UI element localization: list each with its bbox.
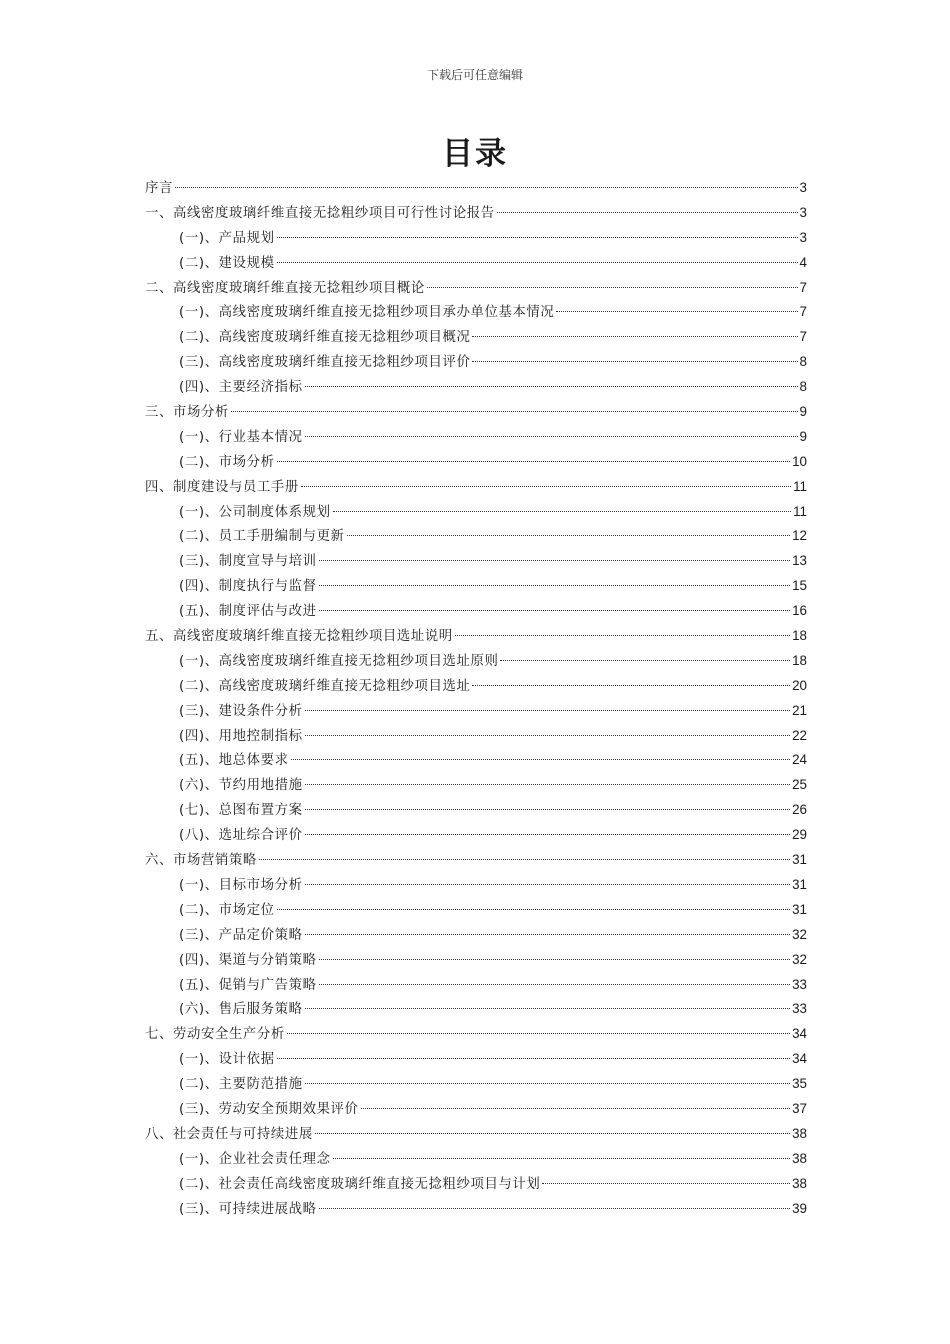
toc-entry[interactable] — [145, 1197, 807, 1222]
toc-entry-label: (一)、产品规划 — [179, 230, 275, 246]
toc-entry[interactable] — [145, 450, 807, 475]
toc-entry-page-number: 32 — [792, 926, 807, 942]
toc-entry-label: (三)、可持续进展战略 — [179, 1201, 317, 1217]
toc-entry[interactable] — [145, 798, 807, 823]
dot-leader — [427, 287, 798, 288]
dot-leader — [305, 436, 798, 437]
toc-entry-page-number: 33 — [792, 976, 807, 992]
toc-entry[interactable] — [145, 524, 807, 549]
dot-leader — [361, 1108, 791, 1109]
toc-entry-page-number: 37 — [792, 1100, 807, 1116]
toc-entry[interactable] — [145, 1147, 807, 1172]
toc-entry-label: (四)、用地控制指标 — [179, 728, 303, 744]
toc-entry-label: (一)、高线密度玻璃纤维直接无捻粗纱项目承办单位基本情况 — [179, 305, 555, 321]
toc-entry-page-number: 38 — [792, 1175, 807, 1191]
toc-entry[interactable] — [145, 1072, 807, 1097]
toc-entry-page-number: 18 — [792, 628, 807, 644]
toc-entry[interactable] — [145, 1097, 807, 1122]
toc-entry[interactable] — [145, 1047, 807, 1072]
toc-entry-page-number: 8 — [799, 379, 807, 395]
dot-leader — [305, 884, 791, 885]
toc-entry[interactable] — [145, 1022, 807, 1047]
toc-entry-label: (三)、产品定价策略 — [179, 927, 303, 943]
dot-leader — [305, 735, 791, 736]
dot-leader — [455, 635, 790, 636]
toc-entry[interactable] — [145, 251, 807, 276]
toc-entry-label: (二)、员工手册编制与更新 — [179, 529, 345, 545]
toc-entry-label: (三)、劳动安全预期效果评价 — [179, 1101, 359, 1117]
toc-entry-label: 八、社会责任与可持续进展 — [145, 1126, 313, 1142]
toc-entry[interactable] — [145, 1122, 807, 1147]
dot-leader — [333, 511, 792, 512]
toc-entry-label: (三)、高线密度玻璃纤维直接无捻粗纱项目评价 — [179, 355, 471, 371]
toc-entry[interactable] — [145, 699, 807, 724]
toc-entry[interactable] — [145, 549, 807, 574]
toc-entry-page-number: 38 — [792, 1150, 807, 1166]
toc-entry-page-number: 39 — [792, 1200, 807, 1216]
toc-entry-page-number: 22 — [792, 727, 807, 743]
toc-entry-label: (二)、高线密度玻璃纤维直接无捻粗纱项目概况 — [179, 330, 471, 346]
toc-entry-page-number: 38 — [792, 1125, 807, 1141]
dot-leader — [277, 237, 798, 238]
toc-entry-page-number: 18 — [792, 652, 807, 668]
dot-leader — [277, 461, 791, 462]
toc-entry-page-number: 7 — [799, 279, 807, 295]
toc-entry[interactable] — [145, 724, 807, 749]
table-of-contents — [145, 176, 807, 1221]
toc-entry[interactable] — [145, 898, 807, 923]
toc-entry[interactable] — [145, 425, 807, 450]
toc-entry-page-number: 3 — [799, 229, 807, 245]
toc-entry-page-number: 11 — [793, 478, 807, 494]
toc-entry-label: (六)、售后服务策略 — [179, 1002, 303, 1018]
dot-leader — [319, 585, 791, 586]
toc-entry-label: (五)、地总体要求 — [179, 753, 289, 769]
dot-leader — [319, 1208, 791, 1209]
toc-entry[interactable] — [145, 500, 807, 525]
dot-leader — [175, 187, 798, 188]
toc-entry[interactable] — [145, 350, 807, 375]
toc-entry-page-number: 13 — [792, 553, 807, 569]
toc-entry-page-number: 25 — [792, 777, 807, 793]
toc-entry-page-number: 10 — [792, 453, 807, 469]
toc-entry[interactable] — [145, 300, 807, 325]
toc-entry-page-number: 16 — [792, 603, 807, 619]
toc-entry[interactable] — [145, 649, 807, 674]
toc-entry-page-number: 33 — [792, 1001, 807, 1017]
dot-leader — [319, 959, 791, 960]
dot-leader — [305, 809, 791, 810]
dot-leader — [231, 411, 798, 412]
toc-entry-page-number: 20 — [792, 677, 807, 693]
dot-leader — [347, 535, 791, 536]
toc-entry-page-number: 34 — [792, 1026, 807, 1042]
toc-entry-page-number: 3 — [799, 204, 807, 220]
toc-entry-label: (二)、主要防范措施 — [179, 1077, 303, 1093]
toc-entry-label: (二)、社会责任高线密度玻璃纤维直接无捻粗纱项目与计划 — [179, 1176, 541, 1192]
dot-leader — [333, 1158, 791, 1159]
dot-leader — [277, 1058, 791, 1059]
toc-entry-label: (五)、制度评估与改进 — [179, 604, 317, 620]
toc-entry-label: (一)、企业社会责任理念 — [179, 1151, 331, 1167]
toc-entry-label: (三)、建设条件分析 — [179, 703, 303, 719]
toc-entry-label: (二)、市场分析 — [179, 454, 275, 470]
toc-entry-label: 三、市场分析 — [145, 405, 229, 421]
toc-entry[interactable] — [145, 276, 807, 301]
toc-entry-label: (七)、总图布置方案 — [179, 803, 303, 819]
toc-entry-page-number: 26 — [792, 802, 807, 818]
toc-entry[interactable] — [145, 773, 807, 798]
dot-leader — [305, 1008, 791, 1009]
toc-entry-page-number: 4 — [799, 254, 807, 270]
toc-entry[interactable] — [145, 997, 807, 1022]
toc-entry[interactable] — [145, 1172, 807, 1197]
toc-entry-page-number: 29 — [792, 827, 807, 843]
toc-entry[interactable] — [145, 748, 807, 773]
toc-entry-label: 六、市场营销策略 — [145, 853, 257, 869]
toc-entry-page-number: 8 — [799, 354, 807, 370]
toc-entry-label: 四、制度建设与员工手册 — [145, 479, 299, 495]
toc-entry-page-number: 31 — [792, 901, 807, 917]
toc-entry-label: (一)、公司制度体系规划 — [179, 504, 331, 520]
toc-entry-page-number: 32 — [792, 951, 807, 967]
toc-entry-label: (二)、高线密度玻璃纤维直接无捻粗纱项目选址 — [179, 678, 471, 694]
toc-entry[interactable] — [145, 375, 807, 400]
toc-entry-page-number: 35 — [792, 1076, 807, 1092]
toc-entry-page-number: 9 — [799, 404, 807, 420]
toc-entry-page-number: 7 — [799, 304, 807, 320]
toc-entry-label: (四)、渠道与分销策略 — [179, 952, 317, 968]
toc-entry-label: (三)、制度宣导与培训 — [179, 554, 317, 570]
toc-entry-label: (一)、行业基本情况 — [179, 429, 303, 445]
dot-leader — [472, 685, 790, 686]
toc-entry[interactable] — [145, 475, 807, 500]
toc-entry-page-number: 31 — [792, 852, 807, 868]
toc-entry-page-number: 34 — [792, 1051, 807, 1067]
dot-leader — [305, 386, 798, 387]
toc-entry[interactable] — [145, 226, 807, 251]
toc-entry-label: (一)、高线密度玻璃纤维直接无捻粗纱项目选址原则 — [179, 653, 499, 669]
dot-leader — [319, 984, 791, 985]
dot-leader — [542, 1183, 790, 1184]
toc-entry[interactable] — [145, 624, 807, 649]
toc-entry-page-number: 7 — [799, 329, 807, 345]
toc-entry-label: (四)、制度执行与监督 — [179, 579, 317, 595]
toc-entry-label: (五)、促销与广告策略 — [179, 977, 317, 993]
dot-leader — [472, 361, 797, 362]
toc-entry-label: (一)、目标市场分析 — [179, 877, 303, 893]
dot-leader — [305, 1083, 791, 1084]
toc-entry[interactable] — [145, 599, 807, 624]
dot-leader — [305, 710, 791, 711]
dot-leader — [277, 262, 798, 263]
toc-entry-label: 五、高线密度玻璃纤维直接无捻粗纱项目选址说明 — [145, 629, 453, 645]
dot-leader — [556, 311, 797, 312]
toc-entry[interactable] — [145, 176, 807, 201]
toc-entry-label: (二)、建设规模 — [179, 255, 275, 271]
dot-leader — [500, 660, 790, 661]
toc-entry-page-number: 12 — [792, 528, 807, 544]
toc-entry[interactable] — [145, 948, 807, 973]
toc-entry[interactable] — [145, 674, 807, 699]
toc-entry-page-number: 11 — [793, 503, 807, 519]
toc-entry-label: (二)、市场定位 — [179, 902, 275, 918]
toc-entry-label: 二、高线密度玻璃纤维直接无捻粗纱项目概论 — [145, 280, 425, 296]
dot-leader — [291, 759, 791, 760]
toc-entry[interactable] — [145, 400, 807, 425]
dot-leader — [305, 834, 791, 835]
toc-entry-page-number: 15 — [792, 578, 807, 594]
dot-leader — [305, 784, 791, 785]
dot-leader — [497, 212, 798, 213]
toc-entry[interactable] — [145, 325, 807, 350]
dot-leader — [319, 560, 791, 561]
toc-entry[interactable] — [145, 848, 807, 873]
dot-leader — [277, 909, 791, 910]
toc-entry-page-number: 24 — [792, 752, 807, 768]
dot-leader — [319, 610, 791, 611]
header-note: 下载后可任意编辑 — [426, 68, 523, 82]
toc-entry[interactable] — [145, 873, 807, 898]
toc-entry-page-number: 3 — [799, 180, 807, 195]
toc-entry[interactable] — [145, 201, 807, 226]
toc-entry-label: (八)、选址综合评价 — [179, 828, 303, 844]
toc-entry-label: (六)、节约用地措施 — [179, 778, 303, 794]
toc-entry[interactable] — [145, 923, 807, 948]
toc-entry-label: (一)、设计依据 — [179, 1052, 275, 1068]
dot-leader — [301, 486, 791, 487]
toc-entry[interactable] — [145, 973, 807, 998]
toc-entry[interactable] — [145, 823, 807, 848]
toc-entry-label: (四)、主要经济指标 — [179, 380, 303, 396]
dot-leader — [315, 1133, 790, 1134]
toc-entry-page-number: 31 — [792, 876, 807, 892]
toc-entry-label: 序言 — [145, 181, 173, 196]
toc-entry-label: 一、高线密度玻璃纤维直接无捻粗纱项目可行性讨论报告 — [145, 205, 495, 221]
toc-entry[interactable] — [145, 574, 807, 599]
toc-entry-page-number: 21 — [792, 702, 807, 718]
dot-leader — [305, 934, 791, 935]
toc-entry-label: 七、劳动安全生产分析 — [145, 1027, 285, 1043]
dot-leader — [472, 336, 797, 337]
toc-entry-page-number: 9 — [799, 428, 807, 444]
page-title: 目录 — [442, 136, 508, 172]
dot-leader — [259, 859, 790, 860]
dot-leader — [287, 1033, 790, 1034]
